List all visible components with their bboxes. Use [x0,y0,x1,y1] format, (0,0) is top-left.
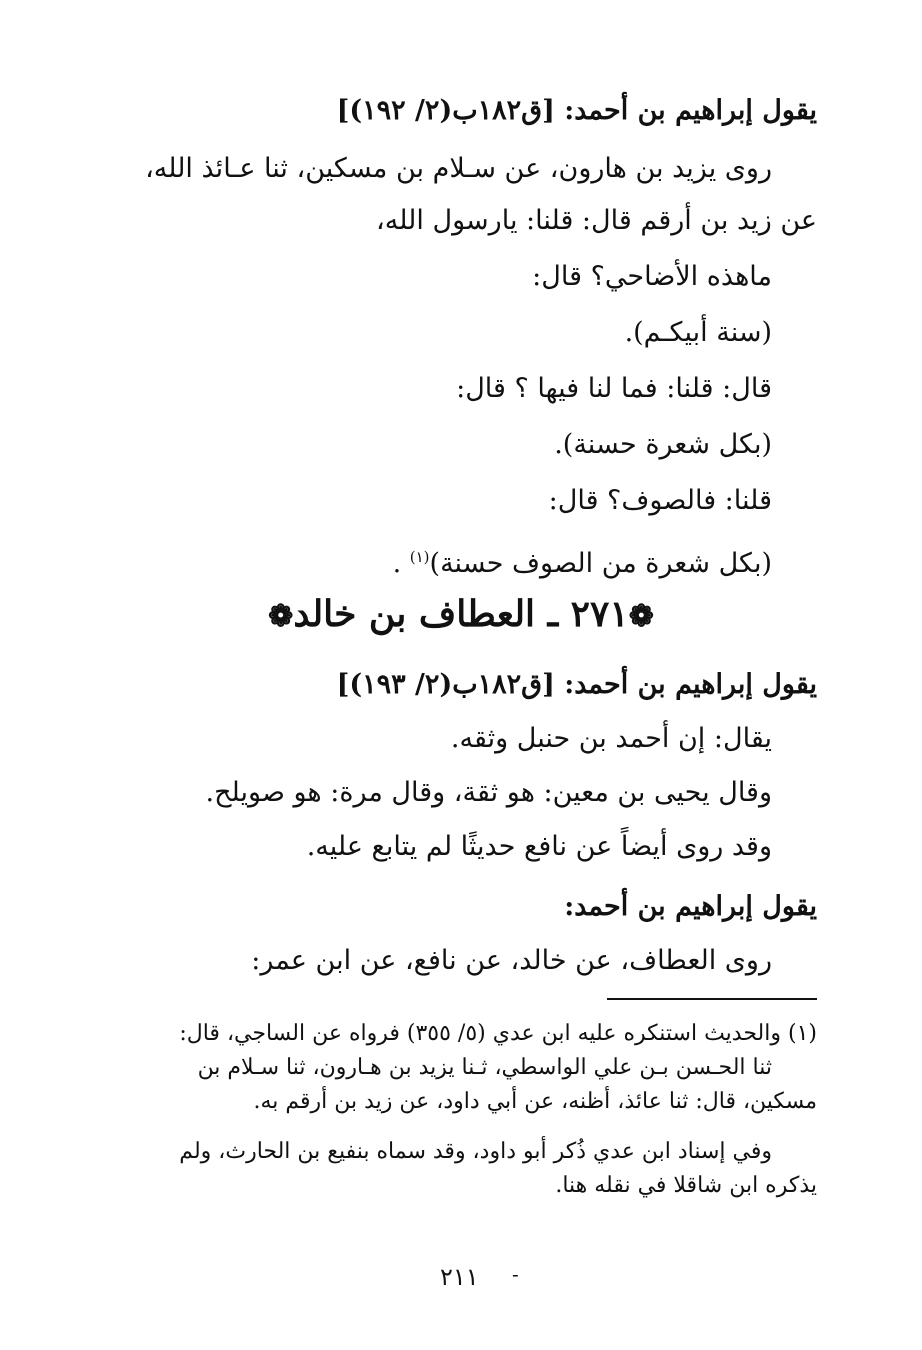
footnote-line-5: يذكره ابن شاقلا في نقله هنا. [555,1173,817,1198]
footnote-line-4: وفي إسناد ابن عدي ذُكر أبو داود، وقد سماه بنفيع بن الحارث، ولم [179,1139,772,1164]
ornament-left-icon: ❁ [268,599,294,634]
footnote-line-2: ثنا الحـسن بـن علي الواسطي، ثـنا يزيد بن هـارون، ثنا سـلام بن [197,1055,772,1080]
text-line-8-end: . [392,548,410,579]
entry-heading-text: ٢٧١ ـ العطاف بن خالد [293,593,629,635]
text-line-8-body: (بكل شعرة من الصوف حسنة) [429,548,772,579]
text-line-2: عن زيد بن أرقم قال: قلنا: يارسول الله، [376,205,817,236]
footnote-line-1: (١) والحديث استنكره عليه ابن عدي (٥/ ٣٥٥) فرواه عن الساجي، قال: [179,1021,817,1046]
text-line-12: روى العطاف، عن خالد، عن نافع، عن ابن عمر: [251,945,772,976]
footnote-line-3: مسكين، قال: ثنا عائذ، أظنه، عن أبي داود، عن زيد بن أرقم به. [253,1089,817,1114]
narrator-intro-2: يقول إبراهيم بن أحمد: [ق١٨٢ب(٢/ ١٩٣)] [336,669,817,700]
ornament-right-icon: ❁ [628,599,654,634]
text-line-5: قال: قلنا: فما لنا فيها ؟ قال: [456,373,772,404]
text-line-8 [393,540,772,581]
text-line-11: وقد روى أيضاً عن نافع حديثًا لم يتابع عليه. [306,831,772,862]
text-line-9: يقال: إن أحمد بن حنبل وثقه. [450,723,772,754]
text-line-3: ماهذه الأضاحي؟ قال: [532,261,772,292]
page-number-dash-icon: - [512,1262,519,1286]
narrator-intro-3: يقول إبراهيم بن أحمد: [564,891,817,922]
text-line-6: (بكل شعرة حسنة). [554,429,772,460]
text-line-7: قلنا: فالصوف؟ قال: [548,485,772,516]
footnote-marker: (١) [409,548,430,566]
text-line-1: روى يزيد بن هارون، عن سـلام بن مسكين، ثنا عـائذ الله، [145,153,772,184]
narrator-intro-1: يقول إبراهيم بن أحمد: [ق١٨٢ب(٢/ ١٩٢)] [336,95,817,126]
page-number: ٢١١ [440,1263,479,1291]
text-line-10: وقال يحيى بن معين: هو ثقة، وقال مرة: هو صويلح. [205,777,772,808]
footnote-separator [607,998,817,1000]
text-line-4: (سنة أبيكـم). [624,317,772,348]
entry-heading [0,592,922,639]
